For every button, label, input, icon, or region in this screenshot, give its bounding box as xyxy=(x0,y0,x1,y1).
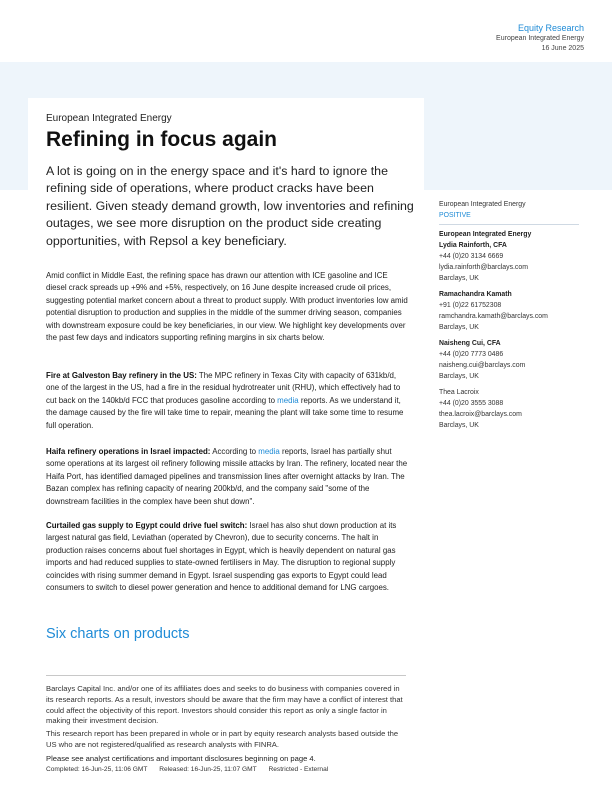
disclaimer-certifications: Please see analyst certifications and important disclosures beginning on page 4. xyxy=(46,754,316,763)
analyst-email[interactable]: lydia.rainforth@barclays.com xyxy=(439,264,528,271)
sidebar-sector: European Integrated Energy xyxy=(439,201,526,208)
analyst-email[interactable]: thea.lacroix@barclays.com xyxy=(439,411,522,418)
analyst-card xyxy=(439,240,599,284)
analyst-entity: Barclays, UK xyxy=(439,373,479,380)
analyst-name: Naisheng Cui, CFA xyxy=(439,340,501,347)
paragraph-text: According to xyxy=(210,447,259,456)
paragraph-text: Israel has also shut down production at its largest natural gas field, Leviathan (operated by Chevron), due to security concerns. The halt in production raises concerns about fuel shortages in Egypt, which is heavily dependent on natural gas imports and had reduced supplies to state-owned fertilisers in May. The disruption to regional supply coincides with rising summer demand in Egypt. Israel suspending gas exports to Egypt could lead consumers to switch to diesel power generation and hence to additional demand for LNG cargoes. xyxy=(46,521,397,593)
analyst-phone: +44 (0)20 3134 6669 xyxy=(439,253,504,260)
divider xyxy=(46,675,406,676)
paragraph-egypt xyxy=(46,520,408,594)
analyst-card xyxy=(439,338,599,382)
classification-label: Restricted - External xyxy=(268,766,329,773)
analyst-entity: Barclays, UK xyxy=(439,324,479,331)
analyst-phone: +44 (0)20 3555 3088 xyxy=(439,400,504,407)
team-label: European Integrated Energy xyxy=(439,231,532,238)
disclaimer-analysts: This research report has been prepared in whole or in part by equity research analysts based outside the US who are not registered/qualified as research analysts with FINRA. xyxy=(46,729,399,749)
paragraph-galveston xyxy=(46,370,408,432)
report-kicker: European Integrated Energy xyxy=(46,113,172,124)
sector-label: European Integrated Energy xyxy=(496,35,584,42)
report-header xyxy=(496,22,584,54)
page-title: Refining in focus again xyxy=(46,128,278,151)
sidebar-divider xyxy=(439,224,579,225)
analyst-email[interactable]: ramchandra.kamath@barclays.com xyxy=(439,313,548,320)
analyst-name: Ramachandra Kamath xyxy=(439,291,512,298)
paragraph-lead: Haifa refinery operations in Israel impacted: xyxy=(46,447,211,456)
media-link[interactable]: media xyxy=(277,395,299,405)
released-timestamp: Released: 16-Jun-25, 11:07 GMT xyxy=(159,766,257,773)
analyst-card xyxy=(439,387,599,431)
media-link[interactable]: media xyxy=(258,447,280,456)
analyst-name: Thea Lacroix xyxy=(439,389,479,396)
analyst-entity: Barclays, UK xyxy=(439,422,479,429)
paragraph-lead: Curtailed gas supply to Egypt could drive fuel switch: xyxy=(46,521,248,530)
report-summary: A lot is going on in the energy space and it's hard to ignore the refining side of operations, where product cracks have been resilient. Given steady demand growth, low inventories and refining outages, we see more disruption on the product side creating opportunities, with Repsol a key beneficiary. xyxy=(46,164,414,248)
analyst-email[interactable]: naisheng.cui@barclays.com xyxy=(439,362,526,369)
paragraph-text: reports. As we understand it, the damage caused by the fire will take time to repair, meaning the plant will take some time to resume full operation. xyxy=(46,395,404,430)
section-heading: Six charts on products xyxy=(46,626,190,642)
report-date: 16 June 2025 xyxy=(541,45,584,52)
analyst-name: Lydia Rainforth, CFA xyxy=(439,242,507,249)
completed-timestamp: Completed: 16-Jun-25, 11:06 GMT xyxy=(46,766,148,773)
rating-badge: POSITIVE xyxy=(439,212,471,219)
paragraph-text: The MPC refinery in Texas City with capacity of 631kb/d, one of the largest in the US, had a fire in the residual hydrotreater unit (RHU), which effectively had to cut back on the 140kb/d FCC that produces gasoline according to xyxy=(46,371,401,405)
analyst-phone: +44 (0)20 7773 0486 xyxy=(439,351,504,358)
analyst-entity: Barclays, UK xyxy=(439,275,479,282)
disclaimer-conflict: Barclays Capital Inc. and/or one of its affiliates does and seeks to do business with companies covered in its research reports. As a result, investors should be aware that the firm may have a conflict of interest that could affect the objectivity of this report. Investors should consider this report as only a single factor in making their investment decision. xyxy=(46,684,403,726)
brand-label: Equity Research xyxy=(517,23,584,33)
footer xyxy=(46,766,338,773)
analyst-card xyxy=(439,289,599,333)
paragraph-haifa xyxy=(46,446,408,508)
paragraph-lead: Fire at Galveston Bay refinery in the US: xyxy=(46,371,197,380)
sidebar xyxy=(439,199,599,431)
intro-paragraph: Amid conflict in Middle East, the refining space has drawn our attention with ICE gasoline and ICE diesel crack spreads up +9% and +5%, respectively, on 16 June despite increased crude oil prices, suggesting potential market concern about a threat to product supply. With product inventories low amid potential disruption to production and supplies in the middle of the summer driving season, companies with downstream exposure could be key beneficiaries, in our view. We highlight key developments over the past few days and indicators supporting refining margins in six charts below. xyxy=(46,271,408,343)
analyst-phone: +91 (0)22 61752308 xyxy=(439,302,502,309)
paragraph-text: reports, Israel has partially shut some operations at its largest oil refinery following missile attacks by Iran. The refinery, located near the Haifa Port, has identified damaged pipelines and transmission lines after overnight attacks by Iran. The Bazan complex has refining capacity of nearing 200kb/d, and the company said "some of the downstream facilities in the complex have been shut down". xyxy=(46,447,408,506)
